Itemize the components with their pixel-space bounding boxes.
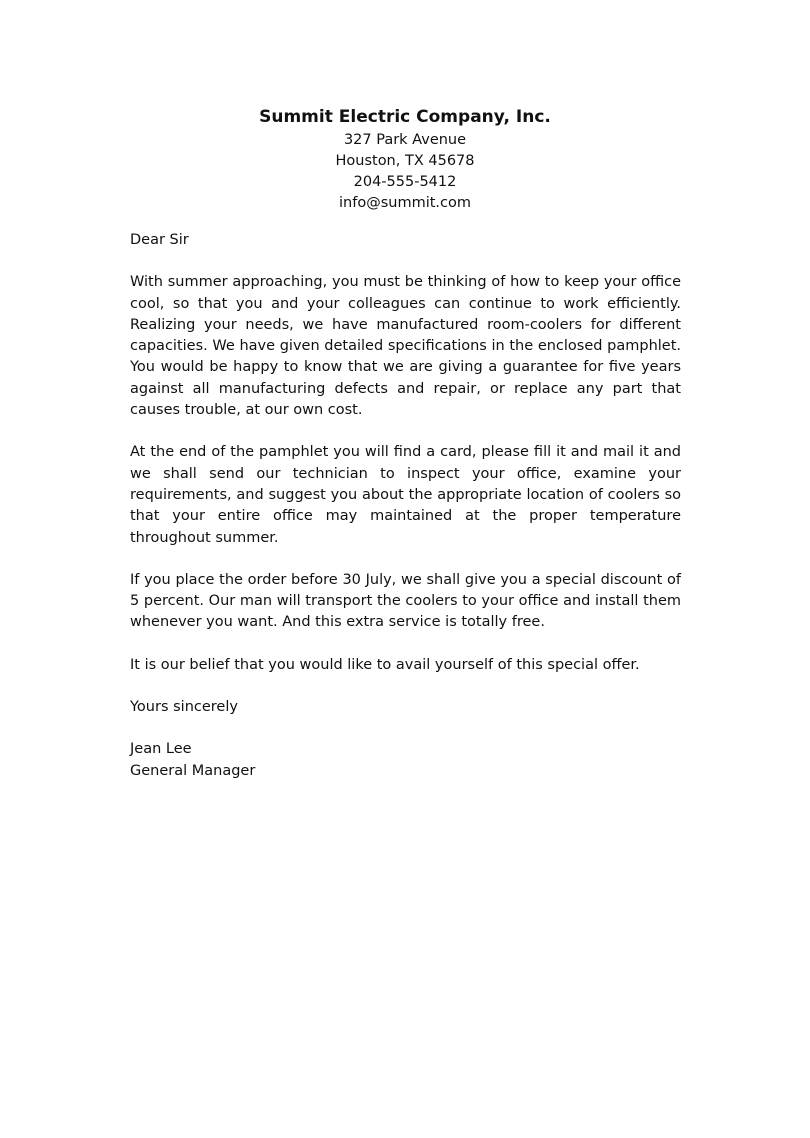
street-address: 327 Park Avenue <box>343 132 467 148</box>
letterhead <box>0 106 810 214</box>
paragraph-3: If you place the order before 30 July, we shall give you a special discount of 5 percent. Our man will transport the coolers to your office and install them whenever you want. And this extra service is totally free. <box>130 571 681 631</box>
email-address: info@summit.com <box>339 195 471 211</box>
city-state-zip: Houston, TX 45678 <box>335 153 475 169</box>
signature-name: Jean Lee <box>130 741 192 758</box>
signature-title: General Manager <box>130 762 256 779</box>
paragraph-1: With summer approaching, you must be thinking of how to keep your office cool, so that you and your colleagues can continue to work efficiently. Realizing your needs, we have manufactured room-coolers for different capacities. We have given detailed specifications in the enclosed pamphlet. You would be happy to know that we are giving a guarantee for five years against all manufacturing defects and repair, or replace any part that causes trouble, at our own cost. <box>130 274 681 419</box>
salutation: Dear Sir <box>130 232 189 248</box>
paragraph-2: At the end of the pamphlet you will find a card, please fill it and mail it and we shall send our technician to inspect your office, examine your requirements, and suggest you about the appropriate location of coolers so that your entire office may maintained at the proper temperature throughout summer. <box>130 444 681 546</box>
letter-body <box>130 230 681 782</box>
closing: Yours sincerely <box>130 699 238 716</box>
paragraph-4: It is our belief that you would like to avail yourself of this special offer. <box>130 656 640 673</box>
company-name: Summit Electric Company, Inc. <box>259 107 551 127</box>
phone-number: 204-555-5412 <box>353 174 457 190</box>
